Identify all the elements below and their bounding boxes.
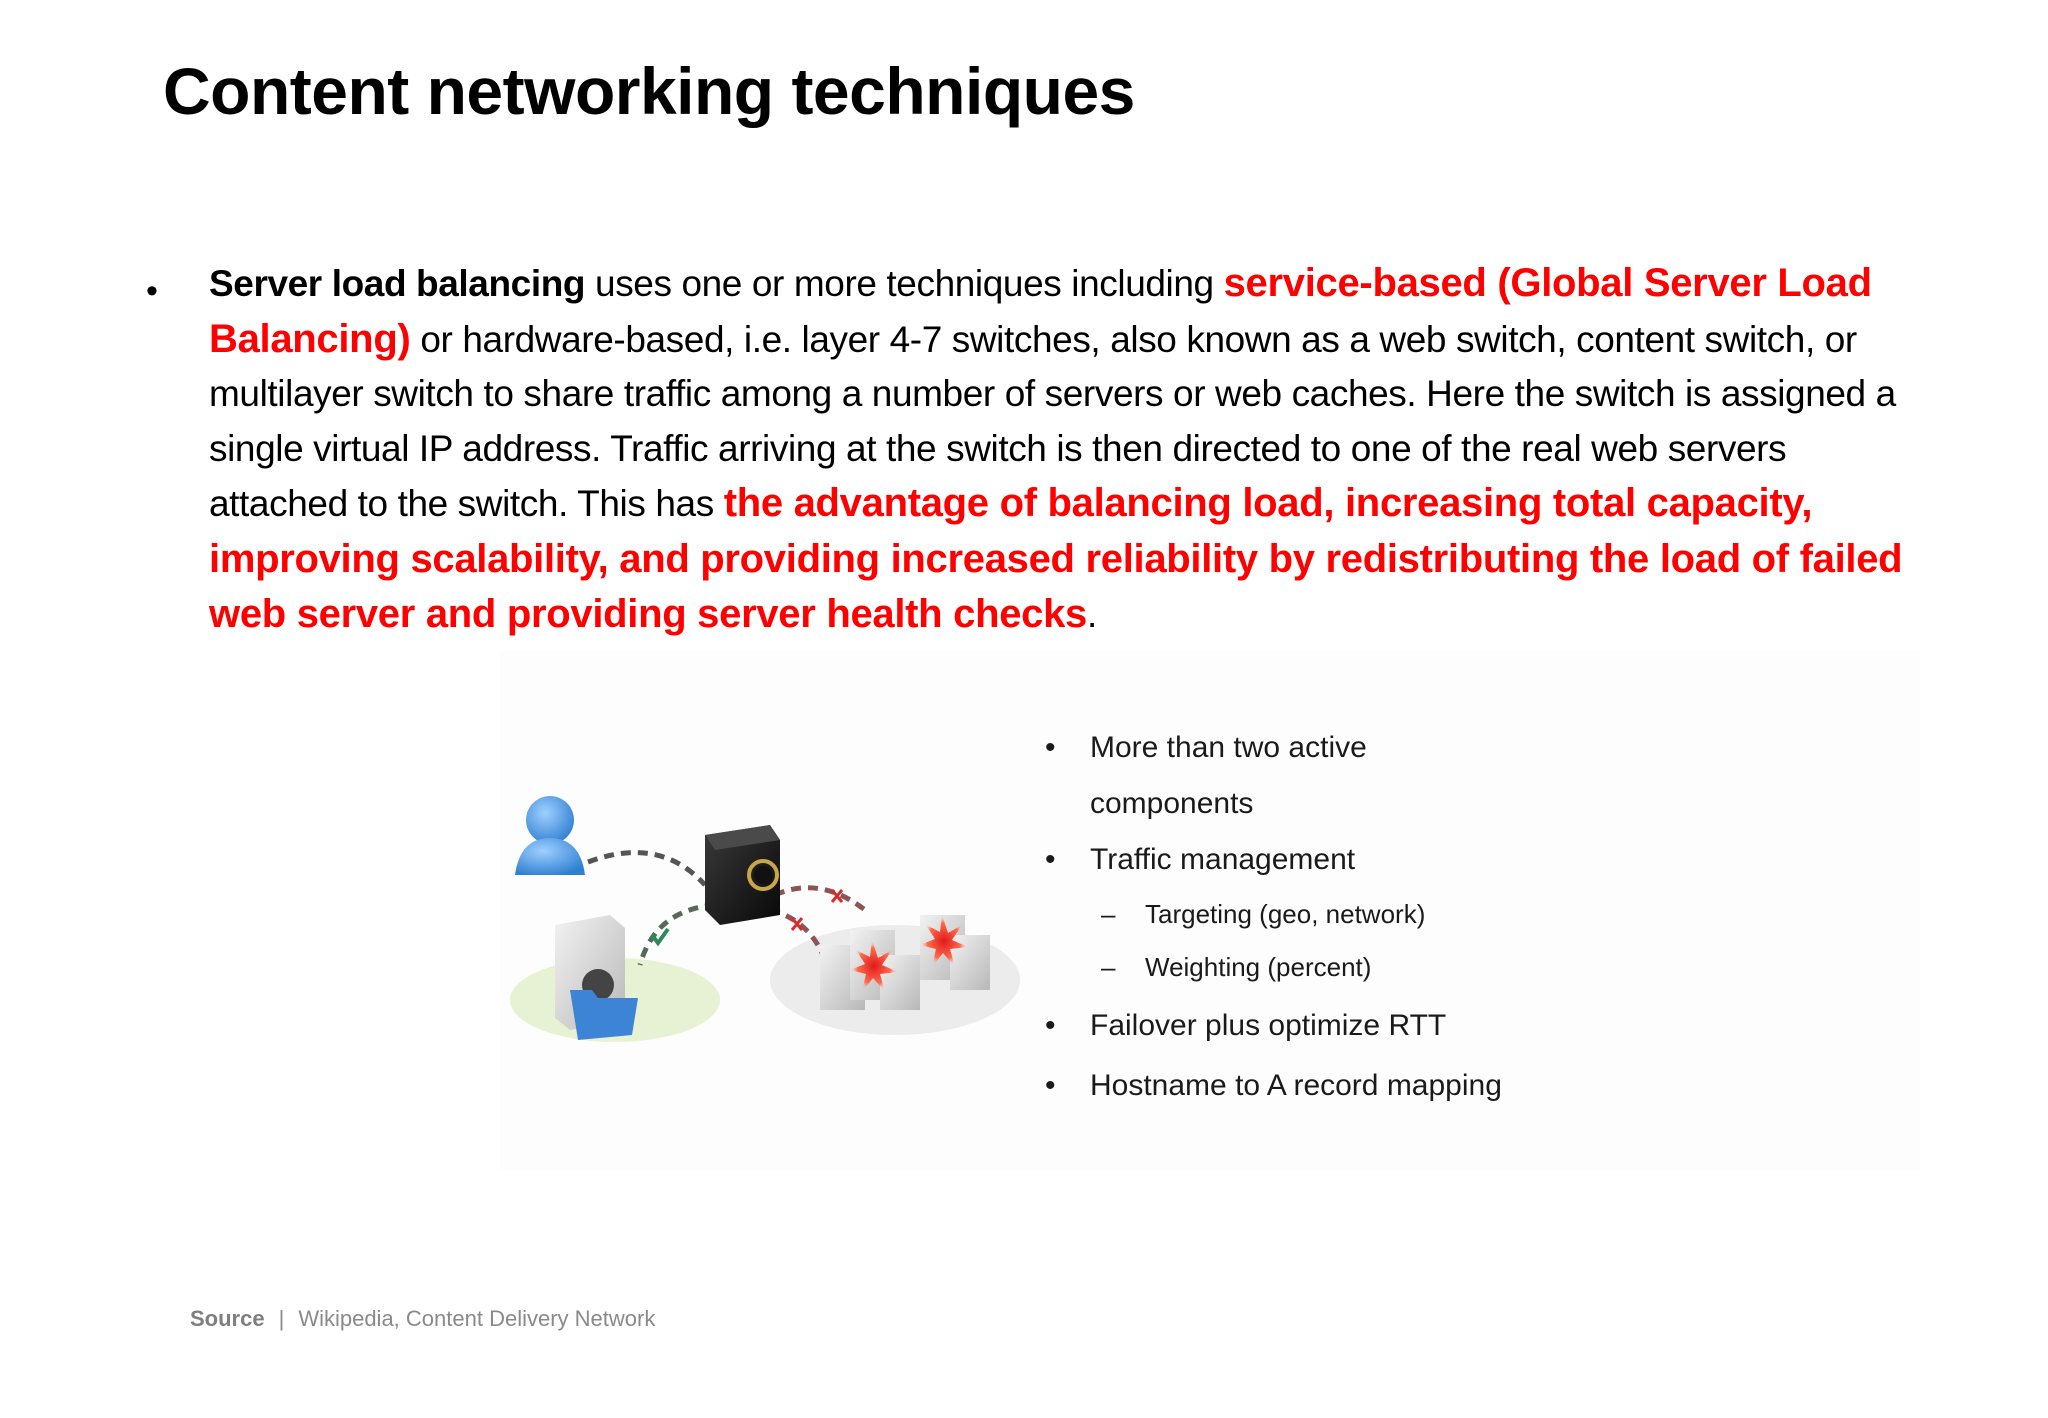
user-to-switch-link: [588, 853, 705, 885]
highlight-text: service-based (Global Server Load Balancing): [209, 261, 1872, 361]
figure-sub-bullet-item: – Targeting (geo, network): [1045, 888, 1645, 941]
source-citation: [190, 1306, 655, 1332]
check-icon: [652, 929, 668, 943]
gslb-figure: [500, 650, 1920, 1170]
slide-title: Content networking techniques: [163, 54, 1135, 128]
source-separator: |: [278, 1306, 285, 1331]
source-label: Source: [190, 1306, 265, 1331]
switch-to-healthy-link: [640, 905, 715, 965]
bullet-icon: •: [146, 272, 158, 310]
figure-sub-bullet-item: – Weighting (percent): [1045, 941, 1645, 994]
figure-bullet-item: • Traffic management: [1045, 832, 1645, 888]
figure-bullet-item: • More than two active components: [1045, 720, 1645, 832]
main-bullet-paragraph: [209, 256, 1909, 643]
figure-bullet-list: [1045, 720, 1645, 1114]
fail-x-icon: [792, 890, 842, 930]
source-text: Wikipedia, Content Delivery Network: [298, 1306, 656, 1331]
body-text: .: [1087, 594, 1097, 635]
switch-to-failed-link-1: [775, 888, 865, 910]
body-text: or hardware-based, i.e. layer 4-7 switches, also known as a web switch, content switch, or multilayer switch to share traffic among a number of servers or web caches. Here the switch is assigned a single virtual IP address. Traffic arriving at the switch is then directed to one of the real web servers attached to the switch. This has: [209, 318, 1896, 524]
highlight-text: the advantage of balancing load, increasing total capacity, improving scalability, and providing increased reliability by redistributing the load of failed web server and providing server health checks: [209, 481, 1903, 636]
load-balancer-switch-icon: [705, 825, 780, 925]
figure-bullet-item: • Hostname to A record mapping: [1045, 1058, 1645, 1114]
load-balancing-diagram: [480, 750, 1020, 1070]
body-text: uses one or more techniques including: [585, 263, 1224, 304]
figure-bullet-item: • Failover plus optimize RTT: [1045, 998, 1645, 1054]
user-icon: [515, 796, 585, 875]
lead-term: Server load balancing: [209, 263, 586, 304]
